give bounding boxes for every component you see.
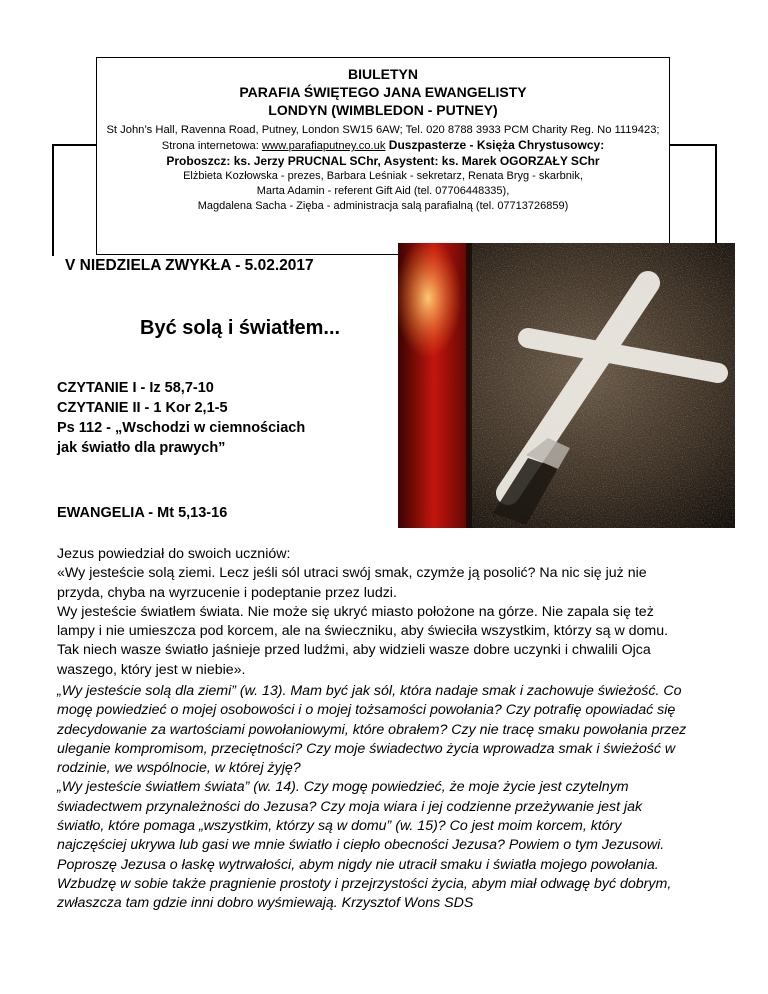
reading-item: CZYTANIE I - Iz 58,7-10 [57,380,214,396]
gospel-line: przyda, chyba na wyrzucenie i podeptanie przez ludzi. [57,584,397,601]
reflection-line: najczęściej ukrywa lub gasi we mnie światło i ciepło obecności Jezusa? Powiem o tym Jezusowi. [57,837,665,854]
bulletin-header [96,57,670,255]
frame-line-left-horizontal [52,144,97,146]
frame-line-right-horizontal [669,144,716,146]
gospel-title: EWANGELIA - Mt 5,13-16 [57,505,228,521]
parish-priests: Proboszcz: ks. Jerzy PRUCNAL SChr, Asystent: ks. Marek OGORZAŁY SChr [166,154,600,168]
gospel-line: Tak niech wasze światło jaśnieje przed ludźmi, aby widzieli wasze dobre uczynki i chwalili Ojca [57,642,651,659]
reflection-line: świadectwem przynależności do Jezusa? Czy moja wiara i jej codzienne przeżywanie jest jak [57,798,643,815]
parish-contact-info [97,123,669,154]
gospel-line: lampy i nie umieszcza pod korcem, ale na świeczniku, aby świeciła wszystkim, którzy są w domu. [57,623,669,640]
pastors-label: Duszpasterze - Księża Chrystusowcy: [385,138,605,152]
gospel-line: «Wy jesteście solą ziemi. Lecz jeśli sól utraci swój smak, czymże ją posolić? Na nic się już nie [57,565,647,582]
gospel-line: waszego, który jest w niebie». [57,661,246,678]
reflection-line: rodzinie, we wspólnocie, w której żyję? [57,760,301,777]
gospel-line: Wy jesteście światłem świata. Nie może się ukryć miasto położone na górze. Nie zapala się też [57,603,654,620]
reflection-line: światło, które pomaga „wszystkim, którzy są w domu” (w. 15)? Co jest moim korcem, który [57,818,622,835]
reflection-line: uleganie kompromisom, przeciętności? Czy moje świadectwo życia wprowadza smak i świeżość w [57,740,676,757]
readings-list [57,378,305,458]
parish-staff-line-3: Magdalena Sacha - Zięba - administracja salą parafialną (tel. 07713726859) [197,200,569,212]
parish-address: St John’s Hall, Ravenna Road, Putney, London SW15 6AW; Tel. 020 8788 3933 PCM Charity Reg. No 1119423; Strona internetowa: [106,124,660,152]
parish-name: PARAFIA ŚWIĘTEGO JANA EWANGELISTY [239,84,527,100]
reading-item: jak światło dla prawych” [57,440,226,456]
parish-location: LONDYN (WIMBLEDON - PUTNEY) [268,102,498,118]
theme-heading: Być solą i światłem... [140,317,341,339]
gospel-line: Jezus powiedział do swoich uczniów: [57,546,291,562]
salt-cross-candle-image [398,243,735,528]
salt-cross-candle-image-svg [398,243,735,528]
gospel-text [57,545,727,680]
reflection-line: Poproszę Jezusa o łaskę wytrwałości, abym nigdy nie utracił smaku i światła mojego powołania. [57,856,659,873]
reading-item: CZYTANIE II - 1 Kor 2,1-5 [57,400,228,416]
reflection-line: zwłaszcza tam gdzie inni dobro wyśmiewają. Krzysztof Wons SDS [57,895,474,912]
parish-website-link[interactable]: www.parafiaputney.co.uk [261,140,386,152]
reflection-line: Wzbudzę w sobie także pragnienie prostoty i przejrzystości życia, abym miał odwagę być dobrym, [57,875,672,892]
reflection-line: mogę powiedzieć o mojej osobowości i o mojej tożsamości powołania? Czy potrafię opowiadać się [57,702,676,719]
reflection-line: zdecydowanie za wartościami powołaniowymi, które obrałem? Czy nie tracę smaku powołania przez [57,721,687,738]
parish-staff-line-2: Marta Adamin - referent Gift Aid (tel. 07706448335), [256,185,510,197]
sunday-heading: V NIEDZIELA ZWYKŁA - 5.02.2017 [65,257,314,274]
parish-staff-line-1: Elżbieta Kozłowska - prezes, Barbara Leśniak - sekretarz, Renata Bryg - skarbnik, [183,170,583,182]
reading-item: Ps 112 - „Wschodzi w ciemnościach [57,420,306,436]
bulletin-title: BIULETYN [348,66,418,82]
reflection-text [57,682,729,914]
frame-line-left-vertical [52,144,54,256]
frame-line-right-vertical [715,144,717,256]
reflection-line: „Wy jesteście solą dla ziemi” (w. 13). Mam być jak sól, która nadaje smak i zachowuje świeżość. Co [57,683,682,699]
reflection-line: „Wy jesteście światłem świata” (w. 14). Czy mogę powiedzieć, że moje życie jest czytelnym [57,779,629,796]
